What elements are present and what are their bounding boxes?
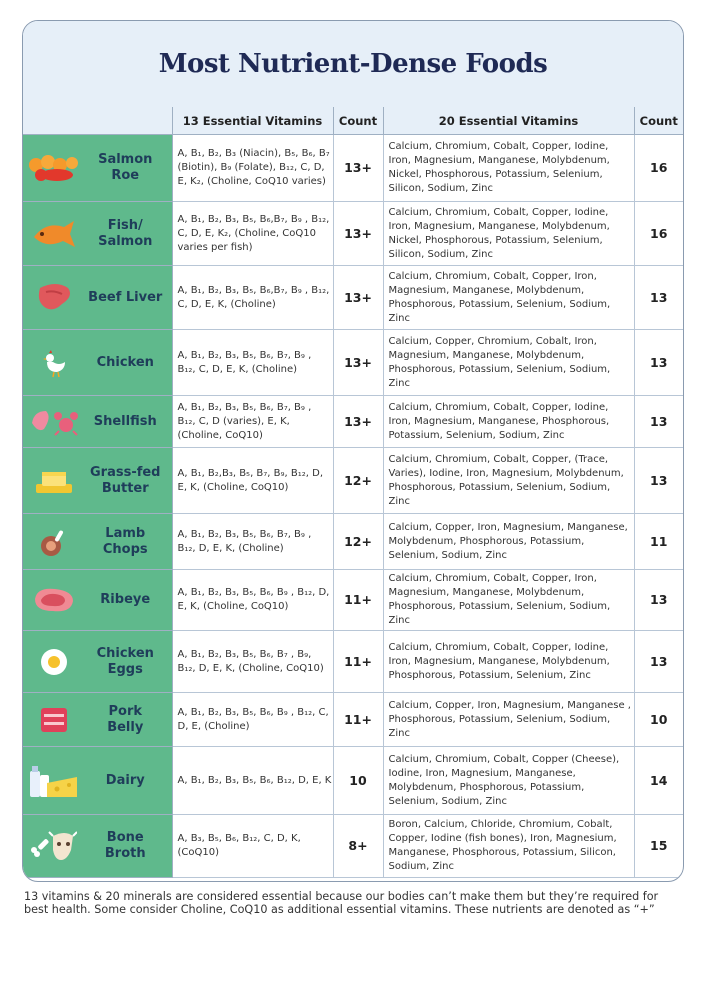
minerals-list: Calcium, Chromium, Cobalt, Copper, Iodine, Iron, Magnesium, Manganese, Molybdenum, Nickel, Phosphorous, Potassium, Selenium, Silicon, Sodium, Zinc: [388, 141, 610, 194]
food-name: Chicken: [96, 354, 154, 370]
food-cell: [23, 514, 172, 570]
pork-belly-icon: [23, 705, 85, 735]
food-cell: [23, 747, 172, 815]
minerals-list: Calcium, Chromium, Cobalt, Copper, Iodine, Iron, Magnesium, Manganese, Molybdenum, Phosphorous, Potassium, Selenium, Zinc: [388, 641, 610, 681]
header-food: [23, 107, 172, 135]
food-name: Pork Belly: [107, 703, 144, 735]
vitamin-count: 11+: [333, 693, 383, 747]
food-name: Shellfish: [93, 413, 157, 429]
egg-icon: [23, 646, 85, 678]
food-name: Ribeye: [100, 592, 151, 607]
vitamins-list: A, B₁, B₂, B₃, B₅, B₆, B₉ , B₁₂, C, D, E, (Choline): [177, 706, 329, 732]
chicken-icon: [23, 348, 85, 378]
butter-icon: [23, 466, 85, 496]
minerals-list: Calcium, Chromium, Cobalt, Copper, (Trace, Varies), Iodine, Iron, Magnesium, Molybdenum, Phosphorous, Potassium, Selenium, Sodium, Zinc: [388, 453, 624, 507]
mineral-count: 10: [634, 693, 683, 747]
table-row: [23, 396, 683, 448]
vitamins-cell: [172, 570, 333, 631]
mineral-count: 16: [634, 135, 683, 202]
vitamin-count: 13+: [333, 330, 383, 396]
food-cell: [23, 815, 172, 878]
minerals-cell: [383, 815, 634, 878]
table-row: [23, 693, 683, 747]
minerals-cell: [383, 202, 634, 266]
food-cell: [23, 202, 172, 266]
title-band: [23, 21, 683, 107]
nutrient-table-card: [22, 20, 684, 882]
food-name: Salmon Roe: [98, 152, 153, 183]
mineral-count: 13: [634, 448, 683, 514]
lamb-chop-icon: [23, 526, 85, 558]
vitamin-count: 13+: [333, 396, 383, 448]
vitamin-count: 13+: [333, 135, 383, 202]
mineral-count: 15: [634, 815, 683, 878]
vitamins-cell: [172, 815, 333, 878]
food-cell: [23, 266, 172, 330]
vitamins-cell: [172, 631, 333, 693]
vitamin-count: 10: [333, 747, 383, 815]
vitamins-cell: [172, 396, 333, 448]
vitamin-count: 13+: [333, 266, 383, 330]
minerals-list: Calcium, Chromium, Cobalt, Copper (Cheese), Iodine, Iron, Magnesium, Manganese, Molybdenum, Phosphorous, Potassium, Selenium, Sodium, Zinc: [388, 753, 620, 807]
vitamins-list: A, B₁, B₂, B₃, B₅, B₆, B₇, B₉ , B₁₂, D, E, K, (Choline): [177, 528, 312, 554]
vitamins-cell: [172, 330, 333, 396]
mineral-count: 16: [634, 202, 683, 266]
table-row: [23, 514, 683, 570]
food-name: Fish/ Salmon: [98, 217, 153, 249]
minerals-cell: [383, 570, 634, 631]
nutrient-table: [23, 107, 683, 878]
vitamin-count: 12+: [333, 448, 383, 514]
minerals-list: Calcium, Chromium, Cobalt, Copper, Iron, Magnesium, Manganese, Molybdenum, Phosphorous, Potassium, Selenium, Sodium, Zinc: [388, 573, 611, 626]
page-title: Most Nutrient-Dense Foods: [158, 49, 548, 79]
header-vitamin-count: Count: [333, 107, 383, 135]
vitamins-list: A, B₁, B₂, B₃, B₅, B₆, B₉ , B₁₂, D, E, K, (Choline, CoQ10): [177, 587, 330, 612]
food-cell: [23, 693, 172, 747]
table-row: [23, 570, 683, 631]
table-header-row: [23, 107, 683, 135]
food-name: Bone Broth: [104, 830, 146, 861]
minerals-cell: [383, 135, 634, 202]
vitamins-list: A, B₁, B₂, B₃ (Niacin), B₅, B₆, B₇ (Biotin), B₉ (Folate), B₁₂, C, D, E, K₂, (Choline, CoQ10 varies): [177, 148, 330, 187]
mineral-count: 13: [634, 396, 683, 448]
food-cell: [23, 396, 172, 448]
steak-icon: [23, 585, 85, 615]
vitamin-count: 11+: [333, 570, 383, 631]
table-row: [23, 135, 683, 202]
minerals-list: Calcium, Copper, Iron, Magnesium, Manganese, Molybdenum, Phosphorous, Potassium, Selenium, Sodium, Zinc: [388, 521, 628, 561]
food-cell: [23, 448, 172, 514]
vitamins-list: A, B₁, B₂,B₃, B₅, B₇, B₉, B₁₂, D, E, K, (Choline, CoQ10): [177, 467, 323, 493]
table-row: [23, 747, 683, 815]
vitamins-cell: [172, 747, 333, 815]
table-row: [23, 815, 683, 878]
vitamins-list: A, B₁, B₂, B₃, B₅, B₆, B₁₂, D, E, K: [177, 774, 332, 786]
food-name: Lamb Chops: [102, 525, 148, 557]
vitamins-list: A, B₁, B₂, B₃, B₅, B₆,B₇, B₉ , B₁₂, C, D, E, K₂, (Choline, CoQ10 varies per fish): [177, 213, 330, 253]
vitamins-cell: [172, 693, 333, 747]
minerals-list: Calcium, Copper, Iron, Magnesium, Manganese , Phosphorous, Potassium, Selenium, Sodium, Zinc: [388, 699, 631, 739]
minerals-list: Calcium, Copper, Chromium, Cobalt, Iron, Magnesium, Manganese, Molybdenum, Phosphorous, Potassium, Selenium, Sodium, Zinc: [388, 335, 611, 389]
table-row: [23, 448, 683, 514]
food-name: Chicken Eggs: [96, 645, 154, 677]
minerals-list: Calcium, Chromium, Cobalt, Copper, Iron, Magnesium, Manganese, Molybdenum, Phosphorous, Potassium, Selenium, Sodium, Zinc: [388, 270, 611, 324]
vitamins-cell: [172, 202, 333, 266]
vitamin-count: 11+: [333, 631, 383, 693]
minerals-list: Calcium, Chromium, Cobalt, Copper, Iodine, Iron, Magnesium, Manganese, Phosphorous, Potassium, Selenium, Sodium, Zinc: [388, 401, 610, 441]
minerals-cell: [383, 631, 634, 693]
header-minerals: 20 Essential Vitamins: [383, 107, 634, 135]
mineral-count: 13: [634, 631, 683, 693]
vitamin-count: 8+: [333, 815, 383, 878]
bone-broth-icon: [23, 828, 85, 864]
table-row: [23, 330, 683, 396]
minerals-cell: [383, 693, 634, 747]
shellfish-icon: [23, 407, 85, 437]
minerals-cell: [383, 330, 634, 396]
table-row: [23, 202, 683, 266]
vitamin-count: 12+: [333, 514, 383, 570]
mineral-count: 13: [634, 266, 683, 330]
minerals-list: Calcium, Chromium, Cobalt, Copper, Iodine, Iron, Magnesium, Manganese, Molybdenum, Nickel, Phosphorous, Potassium, Selenium, Silicon, Sodium, Zinc: [388, 206, 610, 260]
table-row: [23, 266, 683, 330]
vitamins-list: A, B₃, B₅, B₆, B₁₂, C, D, K, (CoQ10): [177, 833, 301, 858]
vitamins-list: A, B₁, B₂, B₃, B₅, B₆, B₇, B₉ , B₁₂, C, D (varies), E, K, (Choline, CoQ10): [177, 401, 312, 441]
header-vitamins: 13 Essential Vitamins: [172, 107, 333, 135]
beef-liver-icon: [23, 282, 85, 314]
fish-icon: [23, 219, 85, 249]
food-cell: [23, 570, 172, 631]
minerals-cell: [383, 514, 634, 570]
salmon-roe-icon: [23, 153, 85, 183]
vitamins-cell: [172, 448, 333, 514]
mineral-count: 13: [634, 570, 683, 631]
food-name: Beef Liver: [88, 289, 163, 305]
minerals-cell: [383, 396, 634, 448]
vitamins-list: A, B₁, B₂, B₃, B₅, B₆, B₇ , B₉, B₁₂, D, E, K, (Choline, CoQ10): [177, 648, 324, 674]
food-name: Dairy: [105, 772, 145, 788]
food-cell: [23, 135, 172, 202]
mineral-count: 13: [634, 330, 683, 396]
mineral-count: 14: [634, 747, 683, 815]
food-cell: [23, 631, 172, 693]
vitamins-list: A, B₁, B₂, B₃, B₅, B₆, B₇, B₉ , B₁₂, C, D, E, K, (Choline): [177, 349, 312, 375]
footnote: 13 vitamins & 20 minerals are considered essential because our bodies can’t make them but they’re required for best health. Some consider Choline, CoQ10 as additional essential vitamins. These nutrients are denoted as “+”: [24, 890, 659, 916]
minerals-cell: [383, 747, 634, 815]
vitamins-cell: [172, 514, 333, 570]
minerals-list: Boron, Calcium, Chloride, Chromium, Cobalt, Copper, Iodine (fish bones), Iron, Magnesium, Manganese, Phosphorous, Potassium, Silicon, Sodium, Zinc: [388, 819, 617, 872]
vitamins-list: A, B₁, B₂, B₃, B₅, B₆,B₇, B₉ , B₁₂, C, D, E, K, (Choline): [177, 284, 330, 310]
vitamins-cell: [172, 266, 333, 330]
mineral-count: 11: [634, 514, 683, 570]
dairy-icon: [23, 763, 85, 799]
vitamin-count: 13+: [333, 202, 383, 266]
minerals-cell: [383, 266, 634, 330]
table-row: [23, 631, 683, 693]
minerals-cell: [383, 448, 634, 514]
header-mineral-count: Count: [634, 107, 683, 135]
food-cell: [23, 330, 172, 396]
food-name: Grass-fed Butter: [89, 464, 161, 496]
vitamins-cell: [172, 135, 333, 202]
